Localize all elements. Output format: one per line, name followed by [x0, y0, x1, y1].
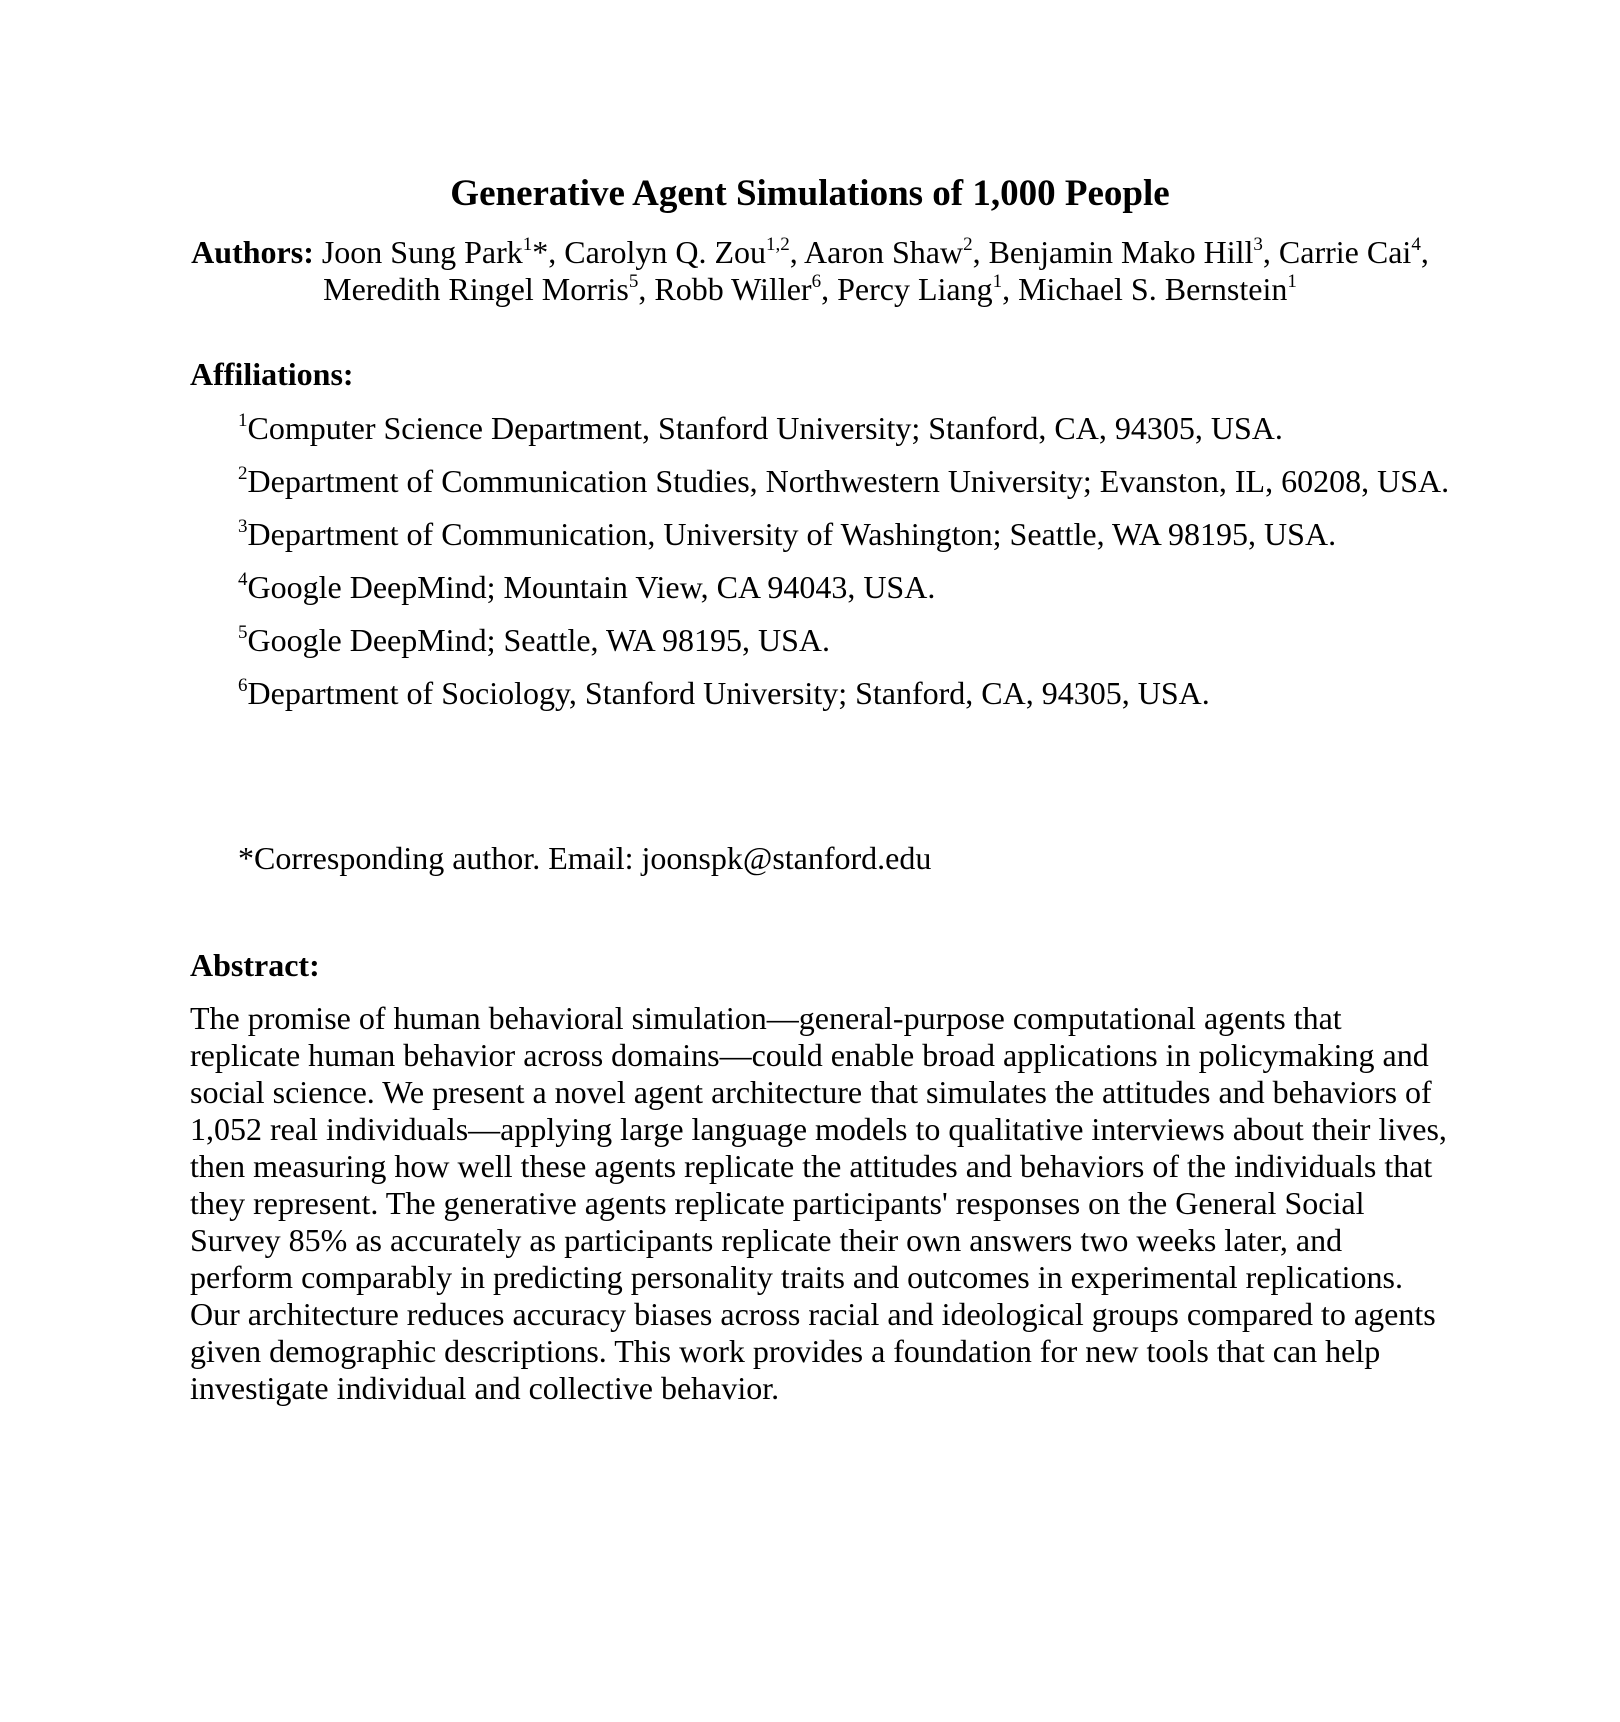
paper-title: Generative Agent Simulations of 1,000 People — [450, 173, 1170, 214]
affiliation-item — [238, 675, 1468, 712]
author-name: Percy Liang — [837, 271, 993, 307]
affiliation-text: Google DeepMind; Seattle, WA 98195, USA. — [247, 622, 830, 658]
affiliation-text: Computer Science Department, Stanford University; Stanford, CA, 94305, USA. — [247, 410, 1283, 446]
affiliation-mark: 5 — [238, 622, 248, 643]
affiliation-mark: 3 — [238, 516, 248, 537]
abstract-body: The promise of human behavioral simulation—general-purpose computational agents that replicate human behavior across domains—could enable broad applications in policymaking and social science. We present a novel agent architecture that simulates the attitudes and behaviors of 1,052 real individuals—applying large language models to qualitative interviews about their lives, then measuring how well these agents replicate the attitudes and behaviors of the individuals that they represent. The generative agents replicate participants' responses on the General Social Survey 85% as accurately as participants replicate their own answers two weeks later, and perform comparably in predicting personality traits and outcomes in experimental replications. Our architecture reduces accuracy biases across racial and ideological groups compared to agents given demographic descriptions. This work provides a foundation for new tools that can help investigate individual and collective behavior. — [190, 1000, 1447, 1406]
author-affiliation-mark: 5 — [628, 271, 639, 292]
affiliation-item — [238, 410, 1468, 447]
abstract-heading: Abstract: — [190, 947, 320, 983]
affiliation-list — [238, 410, 1468, 728]
author-affiliation-mark: 1 — [522, 234, 533, 255]
affiliation-item — [238, 569, 1468, 606]
affiliation-text: Department of Communication, University of Washington; Seattle, WA 98195, USA. — [247, 516, 1337, 552]
author-separator: , — [821, 271, 838, 307]
affiliation-item — [238, 622, 1468, 659]
author-name: Joon Sung Park — [321, 234, 523, 270]
author-name: Carrie Cai — [1278, 234, 1412, 270]
affiliation-text: Department of Communication Studies, Northwestern University; Evanston, IL, 60208, USA. — [247, 463, 1450, 499]
corresponding-author-note: *Corresponding author. Email: joonspk@stanford.edu — [238, 840, 932, 876]
author-name: Michael S. Bernstein — [1018, 271, 1288, 307]
author-name: Aaron Shaw — [803, 234, 964, 270]
affiliation-item — [238, 516, 1468, 553]
author-separator: , — [789, 234, 804, 270]
affiliation-item — [238, 463, 1468, 500]
affiliation-text: Google DeepMind; Mountain View, CA 94043, USA. — [247, 569, 936, 605]
author-name: Carolyn Q. Zou — [564, 234, 766, 270]
affiliations-heading: Affiliations: — [190, 356, 354, 392]
author-affiliation-mark: 4 — [1411, 234, 1421, 255]
author-affiliation-mark: 1 — [1287, 271, 1297, 292]
affiliation-mark: 4 — [238, 569, 248, 590]
authors-label: Authors: — [191, 234, 314, 270]
author-name: Benjamin Mako Hill — [988, 234, 1254, 270]
author-name: Robb Willer — [654, 271, 812, 307]
author-affiliation-mark: 6 — [811, 271, 822, 292]
author-separator: , — [638, 271, 655, 307]
author-name: Meredith Ringel Morris — [323, 271, 629, 307]
author-separator: , — [1002, 271, 1019, 307]
affiliation-mark: 2 — [238, 463, 248, 484]
author-list — [180, 234, 1440, 308]
author-affiliation-mark: 2 — [963, 234, 973, 255]
affiliation-text: Department of Sociology, Stanford University; Stanford, CA, 94305, USA. — [247, 675, 1210, 711]
author-affiliation-mark: 1 — [992, 271, 1003, 292]
affiliation-mark: 1 — [238, 410, 248, 431]
author-affiliation-mark: 3 — [1253, 234, 1263, 255]
author-separator: , — [1262, 234, 1279, 270]
affiliation-mark: 6 — [238, 675, 248, 696]
authors-line-1 — [322, 234, 1429, 270]
author-separator: *, — [532, 234, 565, 270]
author-separator: , — [972, 234, 989, 270]
author-separator: , — [1420, 234, 1429, 270]
authors-line-2 — [323, 271, 1297, 307]
author-affiliation-mark: 1,2 — [766, 234, 790, 255]
